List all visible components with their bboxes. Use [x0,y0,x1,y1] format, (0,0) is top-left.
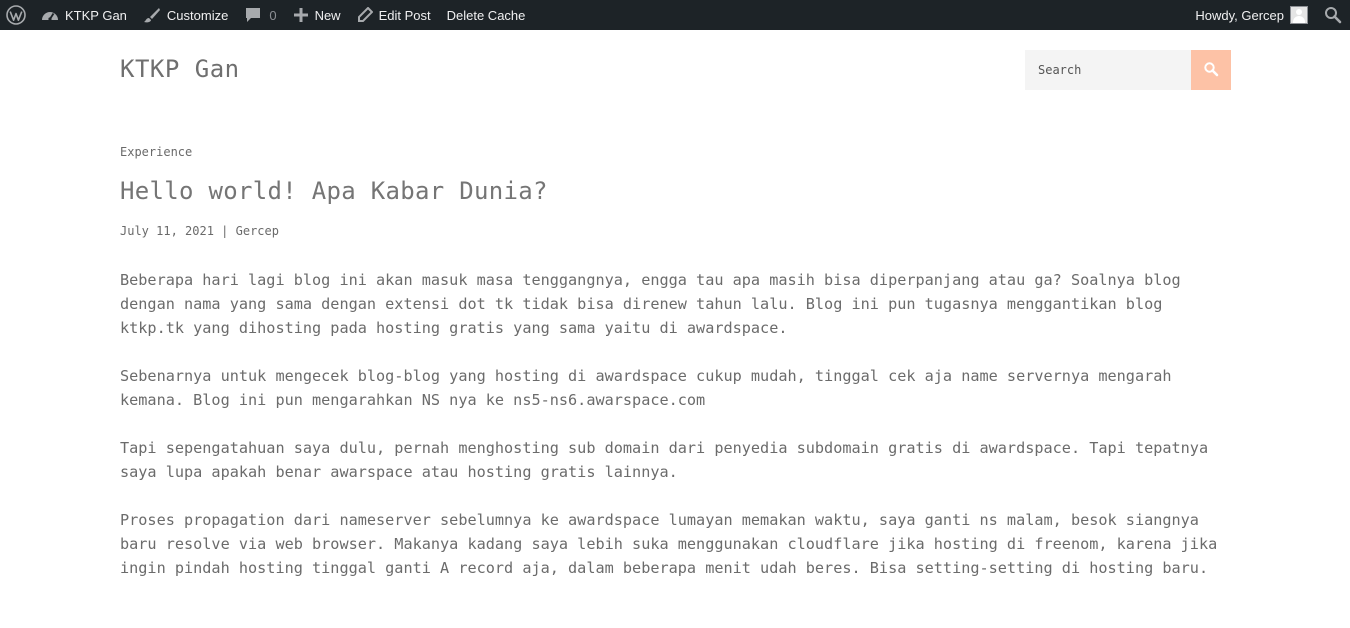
post-paragraph: Beberapa hari lagi blog ini akan masuk masa tenggangnya, engga tau apa masih bisa diperpanjang atau ga? Soalnya blog dengan nama yang sama dengan extensi dot tk tidak bisa direnew tahun lalu. Blog ini pun tugasnya menggantikan blog ktkp.tk yang dihosting pada hosting gratis yang sama yaitu di awardspace. [120,271,1181,337]
delete-cache-label: Delete Cache [446,7,526,23]
search-icon [1324,6,1342,24]
post-paragraph: Sebenarnya untuk mengecek blog-blog yang hosting di awardspace cukup mudah, tinggal cek aja name servernya mengarah kemana. Blog ini pun mengarahkan NS nya ke ns5-ns6.awarspace.com [120,367,1172,409]
pencil-icon [357,7,373,23]
dashboard-icon [41,7,59,23]
admin-search-toggle[interactable] [1316,0,1350,30]
post-category-link[interactable]: Experience [120,145,193,159]
comments-count: 0 [269,7,277,23]
post-title: Hello world! Apa Kabar Dunia? [120,177,548,205]
post-content [120,268,1230,580]
comments-link[interactable] [236,0,284,30]
search-input[interactable] [1025,50,1191,90]
site-name-menu[interactable] [33,0,135,30]
comment-bubble-icon [244,7,262,23]
customize-label: Customize [166,7,229,23]
wordpress-logo-menu[interactable] [0,0,33,30]
post-author-link[interactable]: Gercep [235,224,279,238]
site-name-label: KTKP Gan [65,7,127,23]
wordpress-logo-icon [6,5,26,25]
site-title[interactable]: KTKP Gan [120,55,240,83]
edit-post-link[interactable] [349,0,439,30]
post-meta [120,224,1230,238]
post-date: July 11, 2021 [120,224,214,238]
my-account-menu[interactable] [1187,0,1316,30]
new-label: New [314,7,341,23]
avatar [1290,6,1308,24]
delete-cache-link[interactable] [439,0,534,30]
search-button[interactable] [1191,50,1231,90]
post-paragraph: Tapi sepengatahuan saya dulu, pernah menghosting sub domain dari penyedia subdomain gratis di awardspace. Tapi tepatnya saya lupa apakah benar awarspace atau hosting gratis lainnya. [120,439,1209,481]
admin-bar [0,0,1350,30]
meta-separator: | [221,224,229,238]
search-form [1025,50,1231,90]
plus-icon [293,7,309,23]
admin-bar-right [1187,0,1350,30]
post-paragraph: Proses propagation dari nameserver sebelumnya ke awardspace lumayan memakan waktu, saya ganti ns malam, besok siangnya baru resolve via web browser. Makanya kadang saya lebih suka menggunakan cloudflare jika hosting di freenom, karena jika ingin pindah hosting tinggal ganti A record aja, dalam beberapa menit udah beres. Bisa setting-setting di hosting baru. [120,511,1218,577]
howdy-label: Howdy, Gercep [1195,7,1284,23]
new-content-menu[interactable] [285,0,349,30]
customize-link[interactable] [135,0,236,30]
post-article [120,145,1230,604]
edit-post-label: Edit Post [378,7,431,23]
paintbrush-icon [143,7,161,23]
admin-bar-left [0,0,533,30]
search-icon [1203,61,1219,80]
